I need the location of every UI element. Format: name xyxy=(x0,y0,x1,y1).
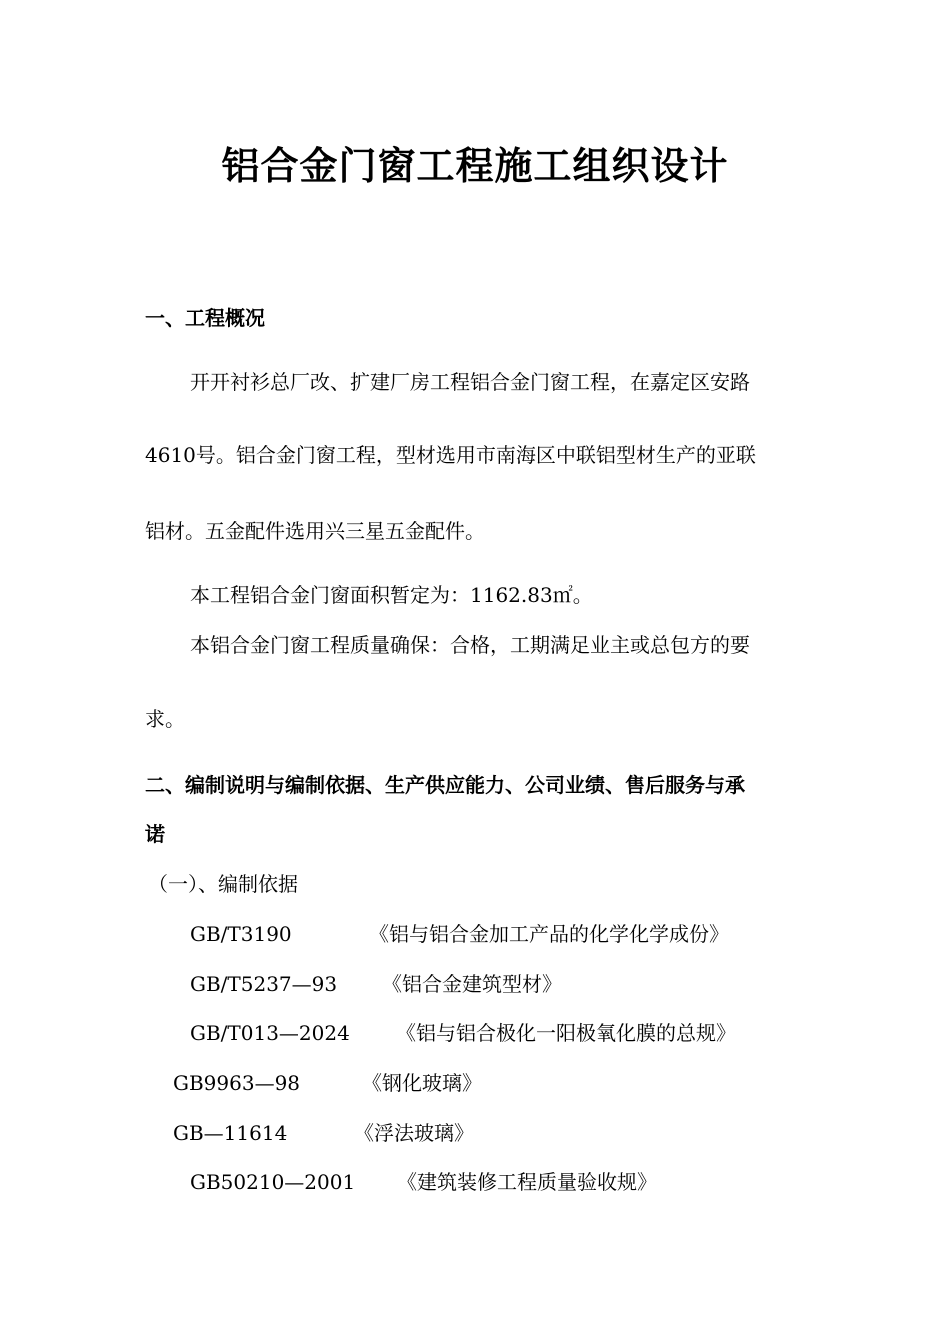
section-1-para-1-line-1: 开开衬衫总厂改、扩建厂房工程铝合金门窗工程，在嘉定区安路 xyxy=(190,370,750,394)
standard-item xyxy=(190,1019,350,1047)
standard-item xyxy=(190,970,337,998)
standard-name: 《浮法玻璃》 xyxy=(354,1121,474,1145)
standard-code: GB50210—2001 xyxy=(190,1170,356,1194)
standard-item xyxy=(173,1069,300,1097)
standard-item xyxy=(382,970,562,998)
standard-item xyxy=(173,1119,287,1147)
standard-item xyxy=(354,1119,474,1147)
standard-name: 《建筑装修工程质量验收规》 xyxy=(397,1170,657,1194)
section-2-heading-line-1: 二、编制说明与编制依据、生产供应能力、公司业绩、售后服务与承 xyxy=(145,773,745,797)
standard-code: GB/T013—2024 xyxy=(190,1021,350,1045)
standard-item xyxy=(190,920,292,948)
document-title: 铝合金门窗工程施工组织设计 xyxy=(221,143,729,188)
section-1-para-1-line-3: 铝材。五金配件选用兴三星五金配件。 xyxy=(145,519,485,543)
standard-code: GB9963—98 xyxy=(173,1071,301,1095)
standard-item xyxy=(369,920,729,948)
standard-name: 《铝与铝合极化一阳极氧化膜的总规》 xyxy=(396,1021,736,1045)
standard-code: GB—11614 xyxy=(173,1121,288,1145)
section-1-para-2: 本工程铝合金门窗面积暂定为：1162.83㎡。 xyxy=(190,583,593,607)
standard-code: GB/T5237—93 xyxy=(190,972,338,996)
subsection-1-heading: （一）、编制依据 xyxy=(148,872,298,896)
section-2-heading-line-2: 诺 xyxy=(145,822,165,846)
standard-name: 《铝合金建筑型材》 xyxy=(382,972,562,996)
section-1-heading: 一、工程概况 xyxy=(145,306,265,330)
standard-item xyxy=(362,1069,482,1097)
standard-name: 《钢化玻璃》 xyxy=(362,1071,482,1095)
section-1-para-3-line-1: 本铝合金门窗工程质量确保：合格，工期满足业主或总包方的要 xyxy=(190,633,750,657)
standard-code: GB/T3190 xyxy=(190,922,292,946)
section-1-para-1-line-2: 4610号。铝合金门窗工程，型材选用市南海区中联铝型材生产的亚联 xyxy=(145,443,756,467)
standard-item xyxy=(396,1019,736,1047)
standard-item xyxy=(397,1168,657,1196)
section-1-para-3-line-2: 求。 xyxy=(145,707,185,731)
standard-item xyxy=(190,1168,355,1196)
standard-name: 《铝与铝合金加工产品的化学化学成份》 xyxy=(369,922,729,946)
